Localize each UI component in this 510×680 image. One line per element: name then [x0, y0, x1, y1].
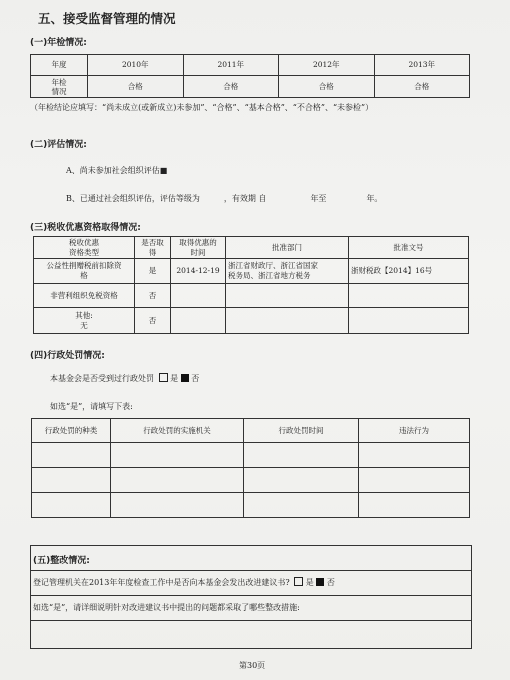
penalty-no-checkbox[interactable] — [181, 374, 189, 382]
penalty-header-cell: 行政处罚的实施机关 — [111, 419, 244, 443]
tax-cell: 非营利组织免税资格 — [34, 284, 135, 308]
rectification-divider — [30, 595, 471, 596]
year-cell: 2011年 — [183, 55, 279, 76]
tax-cell: 其他: 无 — [34, 308, 135, 334]
result-header: 年检 情况 — [31, 76, 88, 98]
year-header: 年度 — [31, 55, 88, 76]
penalty-yes-checkbox[interactable] — [159, 373, 168, 382]
annual-inspection-table — [30, 54, 470, 98]
result-cell: 合格 — [279, 76, 375, 98]
page-number: 第30页 — [239, 661, 266, 670]
rectification-title: (五)整改情况: — [33, 556, 90, 566]
year-cell: 2013年 — [374, 55, 470, 76]
tax-header-cell: 批准部门 — [226, 237, 349, 259]
penalty-empty-cell — [111, 443, 244, 468]
option-b-valid: ，有效期 自 — [223, 194, 267, 203]
rectification-yes-checkbox[interactable] — [294, 577, 303, 586]
rectification-no-checkbox[interactable] — [316, 578, 324, 586]
tax-header-cell: 是否取 得 — [135, 237, 171, 259]
rectification-yes-label: 是 — [305, 578, 314, 587]
tax-cell: 浙江省财政厅、浙江省国家 税务局、浙江省地方税务 — [226, 259, 349, 284]
penalty-question-row — [50, 373, 199, 384]
penalty-empty-cell — [244, 493, 359, 518]
tax-cell — [349, 308, 469, 334]
penalty-empty-cell — [359, 468, 470, 493]
rectification-divider — [30, 570, 471, 571]
option-b-prefix: B、已通过社会组织评估，评估等级为 — [66, 194, 200, 203]
penalty-question: 本基金会是否受到过行政处罚 — [50, 374, 154, 383]
rectification-box — [30, 545, 472, 649]
annual-note: （年检结论应填写：“尚未成立(或新成立)未参加”、“合格”、“基本合格”、“不合格”、“未参检”） — [30, 103, 374, 112]
penalty-empty-cell — [244, 468, 359, 493]
tax-cell — [226, 284, 349, 308]
penalty-table — [31, 418, 470, 518]
evaluation-title: (二)评估情况: — [30, 140, 87, 150]
penalty-header-cell: 违法行为 — [359, 419, 470, 443]
rectification-question-row — [33, 577, 335, 588]
tax-cell: 2014-12-19 — [171, 259, 226, 284]
rectification-question: 登记管理机关在2013年年度检查工作中是否向本基金会发出改进建议书? — [33, 578, 290, 587]
penalty-empty-cell — [32, 468, 111, 493]
section-heading: 五、接受监督管理的情况 — [38, 11, 176, 26]
evaluation-option-b — [66, 193, 382, 204]
annual-inspection-title: (一)年检情况: — [30, 38, 87, 48]
year-cell: 2010年 — [88, 55, 184, 76]
penalty-fill-note: 如选“是”，请填写下表: — [50, 402, 133, 411]
tax-header-cell: 批准文号 — [349, 237, 469, 259]
option-b-to: 年至 — [310, 194, 327, 203]
result-cell: 合格 — [88, 76, 184, 98]
tax-cell: 否 — [135, 308, 171, 334]
penalty-empty-cell — [32, 493, 111, 518]
penalty-empty-cell — [111, 468, 244, 493]
year-cell: 2012年 — [279, 55, 375, 76]
result-cell: 合格 — [183, 76, 279, 98]
tax-cell — [349, 284, 469, 308]
tax-cell — [226, 308, 349, 334]
penalty-yes-label: 是 — [170, 374, 179, 383]
result-cell: 合格 — [374, 76, 470, 98]
penalty-empty-cell — [359, 443, 470, 468]
tax-cell — [171, 308, 226, 334]
rectification-divider — [30, 620, 471, 621]
tax-cell: 浙财税政【2014】16号 — [349, 259, 469, 284]
tax-cell: 是 — [135, 259, 171, 284]
penalty-empty-cell — [32, 443, 111, 468]
tax-cell — [171, 284, 226, 308]
tax-title: (三)税收优惠资格取得情况: — [30, 223, 141, 233]
penalty-empty-cell — [359, 493, 470, 518]
tax-cell: 否 — [135, 284, 171, 308]
tax-cell: 公益性捐赠税前扣除资 格 — [34, 259, 135, 284]
rectification-no-label: 否 — [326, 578, 335, 587]
penalty-empty-cell — [244, 443, 359, 468]
penalty-header-cell: 行政处罚的种类 — [32, 419, 111, 443]
penalty-header-cell: 行政处罚时间 — [244, 419, 359, 443]
tax-header-cell: 取得优惠的 时间 — [171, 237, 226, 259]
tax-header-cell: 税收优惠 资格类型 — [34, 237, 135, 259]
penalty-no-label: 否 — [191, 374, 200, 383]
option-b-year: 年。 — [366, 194, 383, 203]
tax-table — [33, 236, 469, 334]
rectification-followup: 如选“是”，请详细说明针对改进建议书中提出的问题都采取了哪些整改措施: — [33, 603, 300, 612]
penalty-title: (四)行政处罚情况: — [30, 351, 105, 361]
penalty-empty-cell — [111, 493, 244, 518]
evaluation-option-a: A、尚未参加社会组织评估■ — [66, 166, 168, 175]
